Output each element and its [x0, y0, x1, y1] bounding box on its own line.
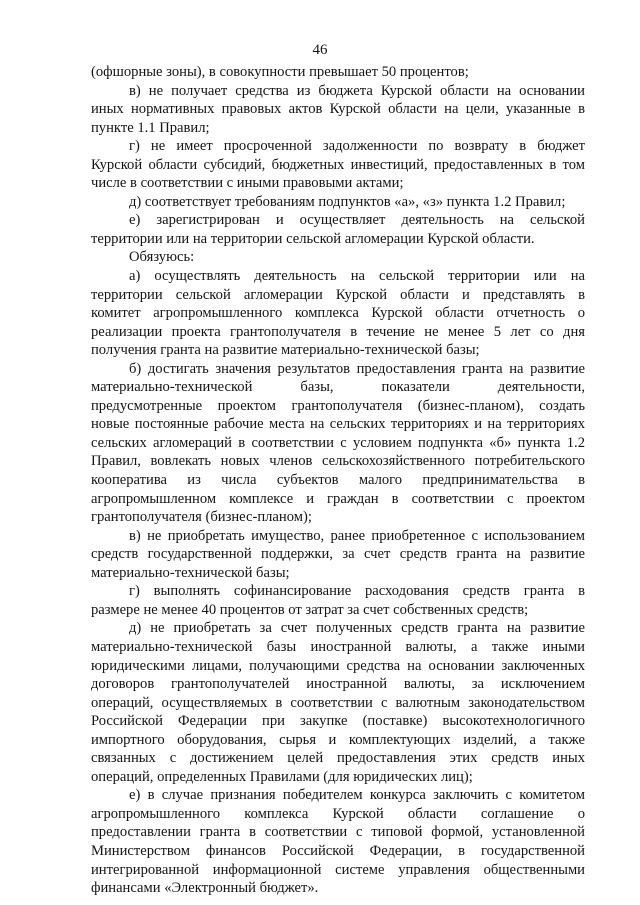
paragraph: [91, 360, 585, 527]
paragraph: [91, 527, 585, 583]
text-line: агропромышленного комплекса Курской области соглашение о: [91, 805, 585, 822]
text-line: территории сельской агломерации Курской области и представлять в: [91, 286, 585, 303]
text-line: операций, определенных Правилами (для юридических лиц);: [91, 768, 473, 785]
text-line: е) в случае признания победителем конкурса заключить с комитетом: [129, 787, 585, 804]
text-line: импортного оборудования, сырья и комплектующих изделий, а также: [91, 731, 585, 748]
text-line: д) соответствует требованиям подпунктов «а», «з» пункта 1.2 Правил;: [129, 193, 566, 210]
text-line: Курской области субсидий, бюджетных инвестиций, предоставленных в том: [91, 156, 585, 173]
text-line: материально-технической базы;: [91, 564, 290, 581]
text-line: б) достигать значения результатов предоставления гранта на развитие: [129, 360, 585, 377]
text-line: Министерством финансов Российской Федерации, в государственной: [91, 842, 585, 859]
text-line: реализации проекта грантополучателя в течение не менее 5 лет со дня: [91, 323, 585, 340]
text-line: (офшорные зоны), в совокупности превышает 50 процентов;: [91, 64, 469, 80]
text-line: предусмотренные проектом грантополучателя (бизнес-планом), создать: [91, 397, 585, 414]
text-line: е) зарегистрирован и осуществляет деятельность на сельской: [129, 212, 585, 229]
paragraph: [91, 248, 585, 267]
text-line: а) осуществлять деятельность на сельской территории или на: [129, 268, 585, 285]
paragraph: [91, 619, 585, 786]
text-line: д) не приобретать за счет полученных средств гранта на развитие: [129, 620, 585, 637]
text-line: Правил, вовлекать новых членов сельскохозяйственного потребительского: [91, 453, 585, 470]
text-line: в) не получает средства из бюджета Курской области на основании: [129, 82, 585, 99]
paragraph: [91, 267, 585, 360]
text-line: договоров грантополучателей иностранной валюты, за исключением: [91, 676, 585, 693]
text-line: комитет агропромышленного комплекса Курской области отчетность о: [91, 305, 585, 322]
text-line: получения гранта на развитие материально-технической базы;: [91, 342, 480, 359]
text-line: пункте 1.1 Правил;: [91, 119, 210, 136]
text-line: размере не менее 40 процентов от затрат за счет собственных средств;: [91, 601, 529, 618]
text-line: интегрированной информационной системе управления общественными: [91, 861, 585, 878]
text-line: сельских агломераций в соответствии с условием подпункта «б» пункта 1.2: [91, 434, 585, 451]
text-line: территории или на территории сельской агломерации Курской области.: [91, 230, 535, 247]
text-line: операций, осуществляемых в соответствии с валютным законодательством: [91, 694, 585, 711]
text-line: средств государственной поддержки, за счет средств гранта на развитие: [91, 546, 585, 563]
text-line: агропромышленном комплексе и граждан в соответствии с проектом: [91, 490, 585, 507]
document-body: [91, 63, 585, 898]
paragraph: [91, 211, 585, 248]
text-line: Российской Федерации при закупке (поставке) высокотехнологичного: [91, 713, 585, 730]
text-line: материально-технической базы, показатели деятельности,: [91, 379, 585, 396]
text-line: новые постоянные рабочие места на сельских территориях и на территориях: [91, 416, 585, 433]
text-line: материально-технической базы иностранной валюты, а также иными: [91, 638, 585, 655]
paragraph: [91, 193, 585, 212]
text-line: числе в соответствии с иными правовыми актами;: [91, 175, 404, 192]
paragraph: [91, 137, 585, 193]
paragraph: [91, 582, 585, 619]
text-line: кооператива из числа субъектов малого предпринимательства в: [91, 472, 585, 489]
text-line: грантополучателя (бизнес-планом);: [91, 509, 312, 526]
paragraph: [91, 63, 585, 82]
text-line: Обязуюсь:: [129, 249, 195, 266]
text-line: г) не имеет просроченной задолженности по возврату в бюджет: [129, 138, 585, 155]
text-line: г) выполнять софинансирование расходования средств гранта в: [129, 583, 585, 600]
text-line: иных нормативных правовых актов Курской области на цели, указанные в: [91, 101, 585, 118]
page-number: 46: [312, 42, 328, 58]
text-line: предоставлении гранта в соответствии с типовой формой, установленной: [91, 824, 585, 841]
paragraph: [91, 82, 585, 138]
paragraph: [91, 786, 585, 897]
text-line: в) не приобретать имущество, ранее приобретенное с использованием: [129, 527, 585, 544]
text-line: финансами «Электронный бюджет».: [91, 880, 319, 897]
text-line: юридическими лицами, получающими средства на основании заключенных: [91, 657, 585, 674]
text-line: связанных с достижением целей предоставления этих средств иных: [91, 750, 585, 767]
